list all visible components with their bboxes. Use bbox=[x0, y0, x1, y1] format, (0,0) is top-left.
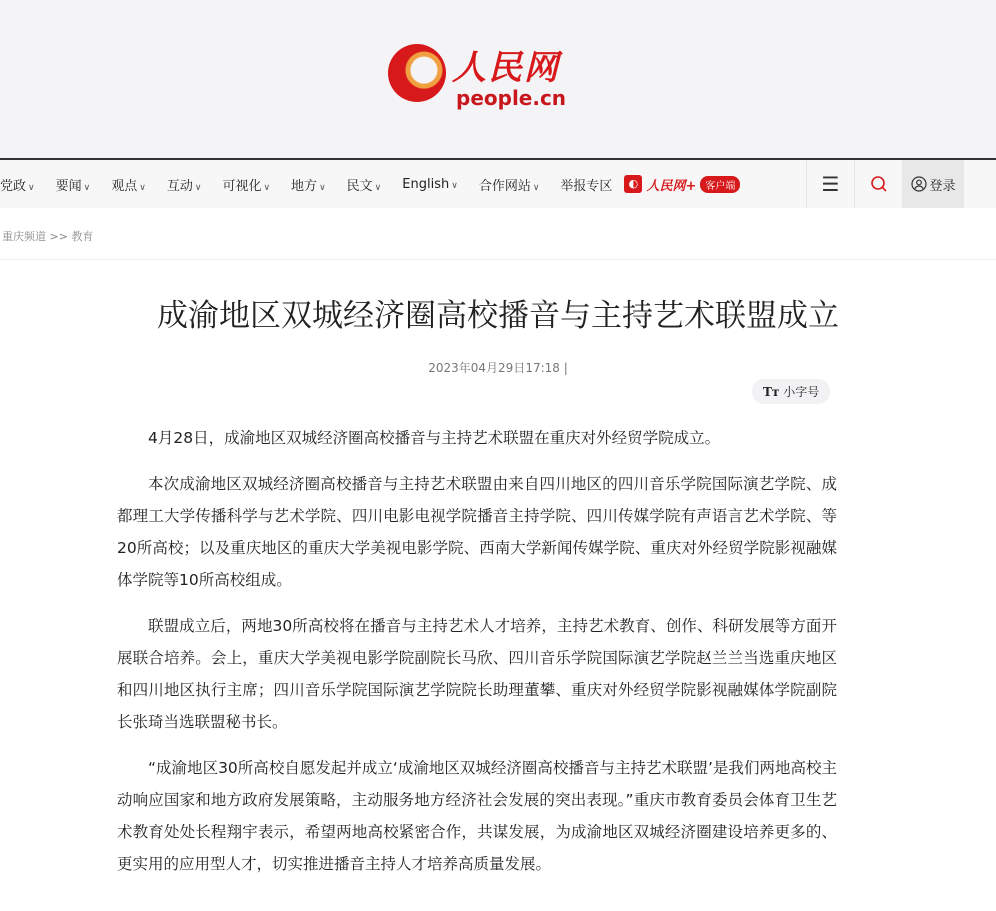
nav-item-report[interactable]: 举报专区 bbox=[560, 178, 613, 194]
nav-label: English bbox=[402, 176, 450, 192]
menu-button[interactable] bbox=[806, 160, 854, 208]
nav-label: 民文 bbox=[346, 178, 373, 194]
font-size-toggle[interactable] bbox=[752, 379, 830, 404]
logo-text-cn: 人民网 bbox=[452, 48, 560, 88]
chevron-down-icon: ∨ bbox=[28, 182, 35, 193]
logo-mark-icon bbox=[388, 44, 446, 102]
people-cn-logo[interactable] bbox=[388, 40, 568, 110]
chevron-down-icon: ∨ bbox=[83, 182, 91, 193]
app-logo-icon: ◐ bbox=[624, 175, 642, 193]
nav-label: 合作网站 bbox=[478, 178, 531, 194]
article-body bbox=[117, 422, 837, 894]
app-download-link[interactable] bbox=[624, 175, 740, 194]
user-icon bbox=[911, 176, 927, 192]
nav-item-hudong[interactable] bbox=[167, 175, 202, 194]
article-title: 成渝地区双城经济圈高校播音与主持艺术联盟成立 bbox=[157, 298, 839, 334]
nav-item-yaowen[interactable] bbox=[56, 175, 91, 194]
article-paragraph: 4月28日，成渝地区双城经济圈高校播音与主持艺术联盟在重庆对外经贸学院成立。 bbox=[148, 429, 721, 447]
nav-label: 地方 bbox=[291, 178, 318, 194]
app-badge: 客户端 bbox=[700, 176, 740, 193]
breadcrumb bbox=[0, 208, 996, 260]
article-paragraph: 本次成渝地区双城经济圈高校播音与主持艺术联盟由来自四川地区的四川音乐学院国际演艺学院、成都理工大学传播科学与艺术学院、四川电影电视学院播音主持学院、四川传媒学院有声语言艺术学院、等20所高校；以及重庆地区的重庆大学美视电影学院、西南大学新闻传媒学院、重庆对外经贸学院影视融媒体学院等10所高校组成。 bbox=[117, 475, 837, 589]
nav-label: 党政 bbox=[0, 178, 27, 194]
chevron-down-icon: ∨ bbox=[374, 182, 382, 193]
search-button[interactable] bbox=[854, 160, 902, 208]
chevron-down-icon: ∨ bbox=[319, 182, 326, 193]
breadcrumb-channel-link[interactable]: 重庆频道 bbox=[2, 230, 46, 243]
breadcrumb-separator: >> bbox=[49, 230, 68, 243]
nav-item-dangzheng[interactable] bbox=[0, 175, 35, 194]
nav-item-partners[interactable] bbox=[479, 175, 540, 194]
nav-label: 可视化 bbox=[222, 178, 262, 194]
article-paragraph: “成渝地区30所高校自愿发起并成立‘成渝地区双城经济圈高校播音与主持艺术联盟’是我们两地高校主动响应国家和地方政府发展策略，主动服务地方经济社会发展的突出表现。”重庆市教育委员会体育卫生艺术教育处处长程翔宇表示，希望两地高校紧密合作，共谋发展，为成渝地区双城经济圈建设培养更多的、更实用的应用型人才，切实推进播音主持人才培养高质量发展。 bbox=[117, 759, 837, 873]
chevron-down-icon: ∨ bbox=[532, 182, 540, 193]
nav-label: 要闻 bbox=[55, 178, 82, 194]
nav-item-guandian[interactable] bbox=[111, 175, 146, 194]
article-paragraph: 联盟成立后，两地30所高校将在播音与主持艺术人才培养，主持艺术教育、创作、科研发展等方面开展联合培养。会上，重庆大学美视电影学院副院长马欣、四川音乐学院国际演艺学院赵兰兰当选重庆地区和四川地区执行主席；四川音乐学院国际演艺学院院长助理董攀、重庆对外经贸学院影视融媒体学院副院长张琦当选联盟秘书长。 bbox=[117, 617, 837, 731]
publish-date: 2023年04月29日17:18 | bbox=[428, 361, 568, 375]
nav-item-keshihua[interactable] bbox=[222, 175, 270, 194]
nav-label: 互动 bbox=[166, 178, 193, 194]
breadcrumb-section-link[interactable]: 教育 bbox=[71, 230, 94, 243]
search-icon bbox=[870, 175, 888, 193]
nav-item-minwen[interactable] bbox=[347, 175, 382, 194]
hamburger-icon: ☰ bbox=[821, 172, 840, 196]
site-header bbox=[0, 0, 996, 160]
app-name: 人民网+ bbox=[646, 178, 697, 194]
nav-item-difang[interactable] bbox=[291, 175, 326, 194]
chevron-down-icon: ∨ bbox=[139, 182, 146, 193]
nav-item-english[interactable] bbox=[402, 177, 458, 192]
chevron-down-icon: ∨ bbox=[263, 182, 271, 193]
nav-label: 观点 bbox=[111, 178, 138, 194]
main-nav bbox=[0, 160, 996, 208]
font-size-label: 小字号 bbox=[783, 385, 820, 399]
login-button[interactable] bbox=[902, 160, 964, 208]
logo-text-en: people.cn bbox=[456, 86, 567, 110]
login-label: 登录 bbox=[929, 178, 956, 194]
chevron-down-icon: ∨ bbox=[451, 180, 458, 191]
font-size-icon: Tт bbox=[763, 385, 780, 399]
chevron-down-icon: ∨ bbox=[194, 182, 202, 193]
